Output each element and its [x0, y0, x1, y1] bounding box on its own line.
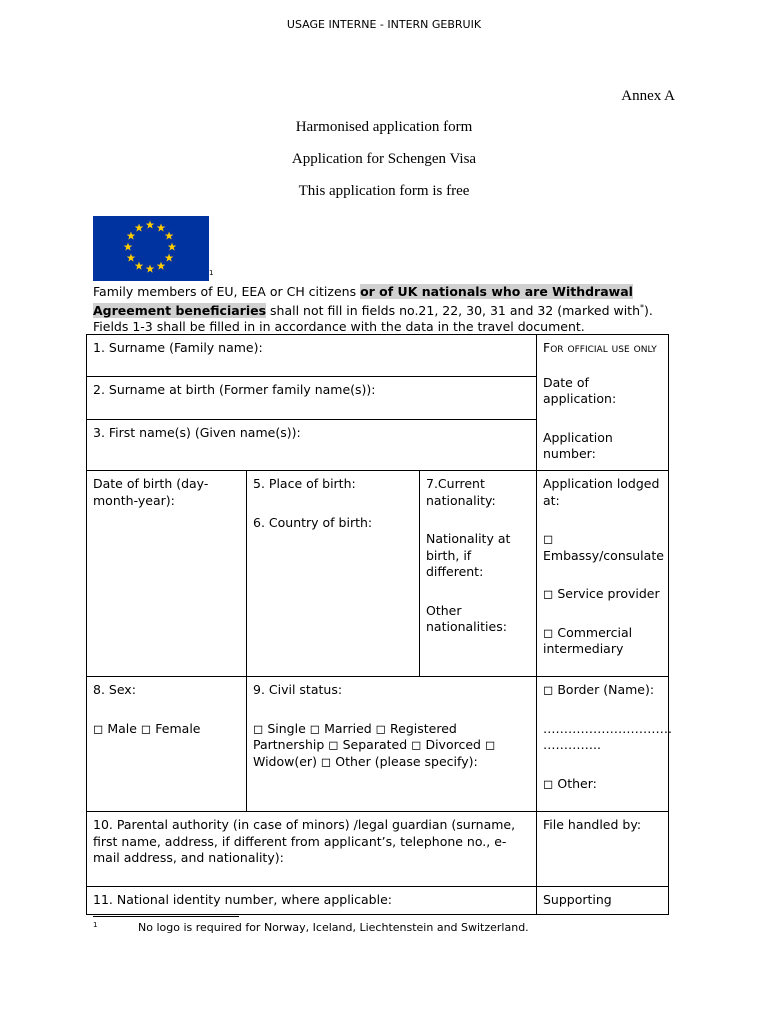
first-names-label: 3. First name(s) (Given name(s)): — [93, 425, 301, 440]
field-first-names[interactable] — [87, 420, 537, 471]
flag-star-icon — [157, 223, 166, 231]
field-surname[interactable] — [87, 335, 537, 377]
civil-status-options[interactable]: ◻ Single ◻ Married ◻ Registered Partnership ◻ Separated ◻ Divorced ◻ Widow(er) ◻ Other (please specify): — [253, 720, 496, 769]
sex-options[interactable]: ◻ Male ◻ Female — [93, 720, 201, 736]
commercial-intermediary-checkbox[interactable]: ◻ Commercial intermediary — [543, 624, 633, 656]
intro-text — [93, 284, 693, 335]
field-sex — [87, 677, 247, 812]
usage-header: USAGE INTERNE - INTERN GEBRUIK — [286, 18, 482, 31]
field-parental-authority[interactable] — [87, 812, 537, 887]
flag-star-icon — [127, 232, 136, 240]
eu-stars-icon — [93, 216, 209, 281]
field-place-country-of-birth[interactable] — [247, 471, 420, 677]
official-use-cell — [537, 335, 669, 471]
flag-star-icon — [165, 232, 174, 240]
intro-asterisk: * — [640, 303, 644, 312]
civil-status-label: 9. Civil status: — [253, 682, 343, 697]
other-nationalities-label: Other nationalities: — [426, 602, 507, 634]
flag-star-icon — [135, 262, 144, 270]
border-cell — [537, 677, 672, 812]
application-form-table — [86, 334, 672, 915]
field-surname-at-birth[interactable] — [87, 377, 537, 420]
field-nationality[interactable] — [420, 471, 537, 677]
footnote-divider — [93, 916, 239, 917]
date-of-application-label: Date of application: — [543, 374, 617, 406]
date-of-birth-label: Date of birth (day-month-year): — [93, 476, 209, 508]
intro-close: ). — [644, 303, 653, 319]
flag-star-icon — [146, 221, 155, 229]
annex-label: Annex A — [621, 88, 675, 104]
national-id-label: 11. National identity number, where applicable: — [93, 892, 392, 907]
form-subtitle: Application for Schengen Visa — [291, 151, 477, 167]
flag-star-icon — [165, 254, 174, 262]
service-provider-checkbox[interactable]: ◻ Service provider — [543, 586, 660, 601]
application-number-label: Application number: — [543, 429, 613, 461]
border-checkbox[interactable]: ◻ Border (Name): — [543, 682, 655, 697]
official-use-label: For official use only — [543, 340, 657, 355]
flag-star-icon — [124, 243, 133, 251]
intro-part1: Family members of EU, EEA or CH citizens — [93, 284, 361, 299]
field-date-of-birth[interactable] — [87, 471, 247, 677]
file-handled-label: File handled by: — [543, 817, 642, 832]
parental-authority-label: 10. Parental authority (in case of minors) /legal guardian (surname, first name, address, if different from applicant’s, telephone no., e-mail address, and nationality): — [93, 817, 516, 865]
surname-label: 1. Surname (Family name): — [93, 340, 263, 355]
footnote-number: 1 — [93, 921, 98, 929]
intro-highlight: or of UK nationals who are Withdrawal Agreement beneficiaries — [93, 284, 633, 319]
footnote-text: No logo is required for Norway, Iceland, Liechtenstein and Switzerland. — [138, 921, 529, 934]
place-of-birth-label: 5. Place of birth: — [253, 476, 356, 491]
current-nationality-label: 7.Current nationality: — [426, 476, 496, 508]
flag-footnote-ref: 1 — [209, 269, 214, 277]
lodged-at-cell — [537, 471, 669, 677]
form-title: Harmonised application form — [295, 119, 473, 135]
flag-star-icon — [127, 254, 136, 262]
form-free-note: This application form is free — [298, 183, 470, 199]
flag-star-icon — [157, 262, 166, 270]
country-of-birth-label: 6. Country of birth: — [253, 514, 373, 530]
field-civil-status — [247, 677, 537, 812]
supporting-cell — [537, 887, 669, 915]
border-name-dots: …………………………. ………….. — [543, 720, 672, 752]
flag-star-icon — [135, 223, 144, 231]
surname-birth-label: 2. Surname at birth (Former family name(s)): — [93, 382, 376, 397]
embassy-checkbox[interactable]: ◻ Embassy/consulate — [543, 531, 664, 563]
file-handled-cell — [537, 812, 669, 887]
nationality-at-birth-label: Nationality at birth, if different: — [426, 531, 511, 579]
other-checkbox[interactable]: ◻ Other: — [543, 775, 597, 791]
lodged-at-label: Application lodged at: — [543, 476, 660, 508]
supporting-label: Supporting — [543, 892, 612, 907]
flag-star-icon — [146, 265, 155, 273]
eu-flag-logo — [93, 216, 209, 281]
field-national-id[interactable] — [87, 887, 537, 915]
sex-label: 8. Sex: — [93, 682, 136, 697]
intro-part2: Fields 1-3 shall be filled in in accordance with the data in the travel document. — [93, 319, 585, 335]
intro-part1-end: shall not fill in fields no.21, 22, 30, 31 and 32 (marked with — [266, 303, 640, 319]
flag-star-icon — [168, 243, 177, 251]
